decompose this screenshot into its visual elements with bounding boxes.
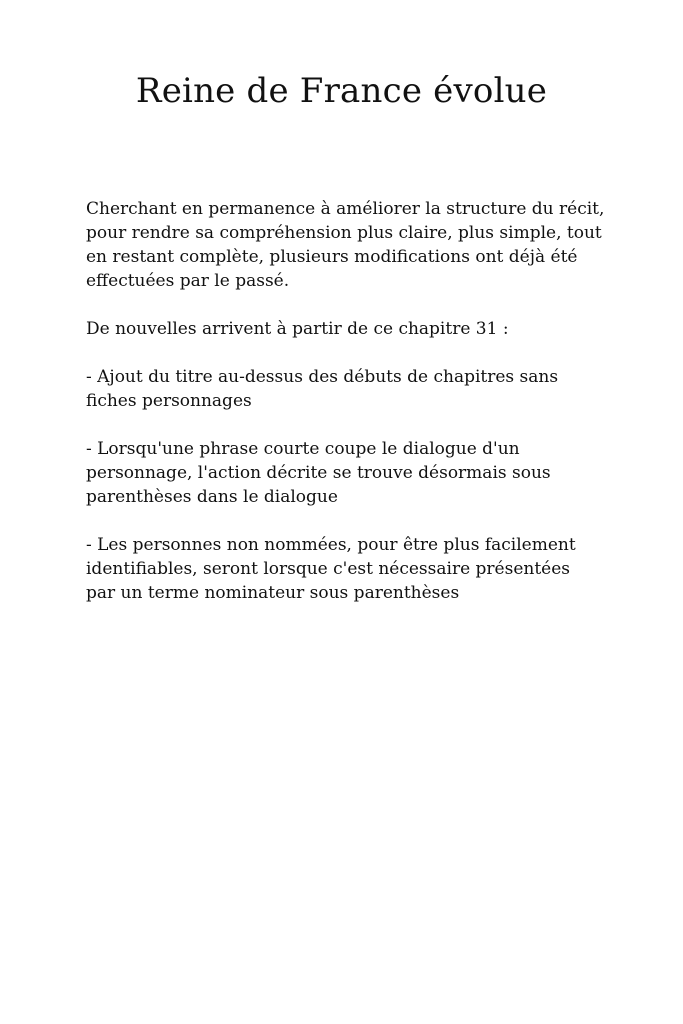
text-line: De nouvelles arrivent à partir de ce chapitre 31 : (86, 319, 509, 339)
text-line: fiches personnages (86, 391, 252, 411)
text-line: effectuées par le passé. (86, 271, 290, 291)
text-line: Cherchant en permanence à améliorer la structure du récit, (86, 199, 605, 219)
text-line: en restant complète, plusieurs modifications ont déjà été (86, 247, 578, 267)
body-text (86, 197, 616, 629)
text-line: identifiables, seront lorsque c'est nécessaire présentées (86, 559, 571, 579)
change-item (86, 437, 616, 509)
change-item (86, 365, 616, 413)
page-title: Reine de France évolue (135, 71, 548, 111)
text-line: parenthèses dans le dialogue (86, 487, 338, 507)
change-item (86, 533, 616, 605)
text-line: - Lorsqu'une phrase courte coupe le dialogue d'un (86, 439, 520, 459)
text-line: pour rendre sa compréhension plus claire, plus simple, tout (86, 223, 602, 243)
text-line: par un terme nominateur sous parenthèses (86, 583, 460, 603)
text-line: - Les personnes non nommées, pour être plus facilement (86, 535, 576, 555)
intro-paragraph (86, 197, 616, 293)
announcement-paragraph (86, 317, 616, 341)
text-line: personnage, l'action décrite se trouve désormais sous (86, 463, 551, 483)
text-line: - Ajout du titre au-dessus des débuts de chapitres sans (86, 367, 559, 387)
